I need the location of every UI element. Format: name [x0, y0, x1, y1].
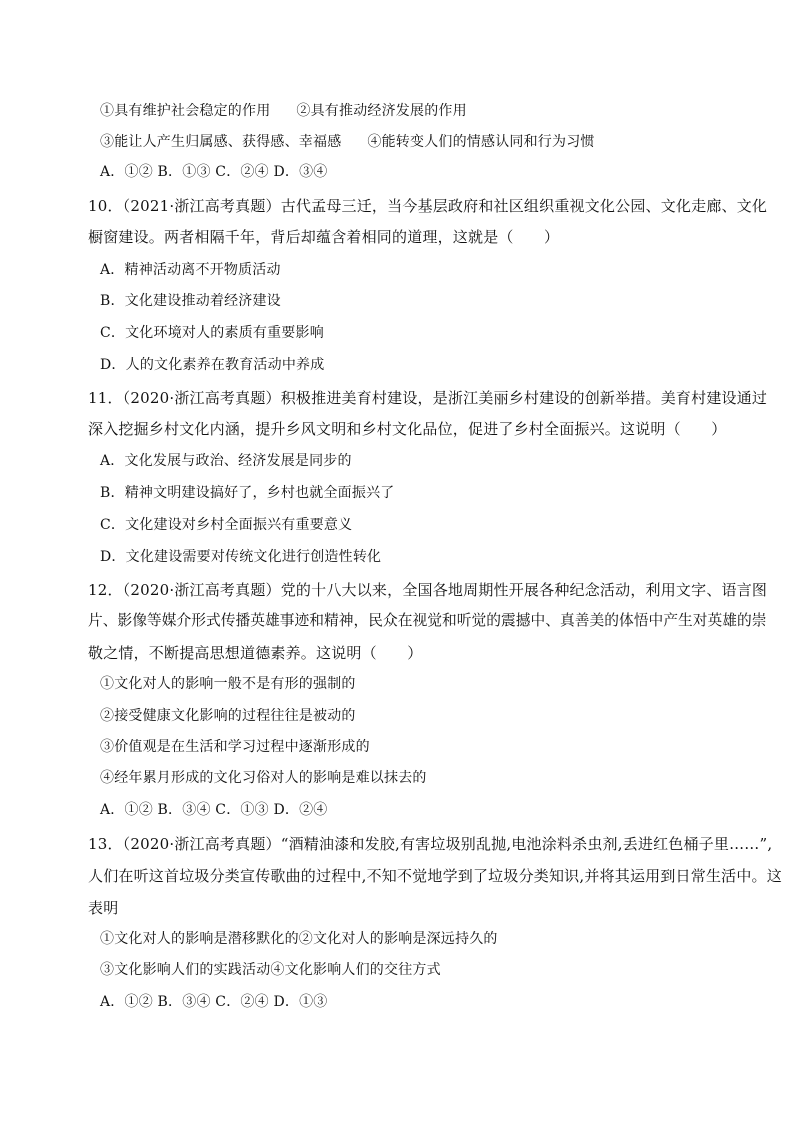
- q11-option-b: B．精神文明建设搞好了，乡村也就全面振兴了: [100, 485, 395, 501]
- q9-options-row-2: [100, 132, 595, 152]
- q13-answer-choices: A．①② B．③④ C．②④ D．①③: [100, 994, 328, 1010]
- q9-option-4: ④能转变人们的情感认同和行为习惯: [367, 134, 595, 150]
- q9-option-2: ②具有推动经济发展的作用: [296, 103, 467, 119]
- q10-option-c: C．文化环境对人的素质有重要影响: [100, 325, 324, 341]
- q10-option-a: A．精神活动离不开物质活动: [100, 262, 281, 278]
- q12-item-2: ②接受健康文化影响的过程往往是被动的: [100, 708, 356, 724]
- q13-items-row-1: ①文化对人的影响是潜移默化的②文化对人的影响是深远持久的: [100, 931, 498, 947]
- q12-stem-line-2: 片、影像等媒介形式传播英雄事迹和精神，民众在视觉和听觉的震撼中、真善美的体悟中产生对英雄的崇: [88, 612, 767, 629]
- q12-item-4: ④经年累月形成的文化习俗对人的影响是难以抹去的: [100, 770, 427, 786]
- q12-item-1: ①文化对人的影响一般不是有形的强制的: [100, 676, 356, 692]
- q12-item-3: ③价值观是在生活和学习过程中逐渐形成的: [100, 739, 370, 755]
- q9-option-1: ①具有维护社会稳定的作用: [100, 103, 271, 119]
- q13-stem-line-3: 表明: [88, 899, 119, 917]
- q10-option-d: D．人的文化素养在教育活动中养成: [100, 357, 325, 373]
- q13-items-row-2: ③文化影响人们的实践活动④文化影响人们的交往方式: [100, 962, 441, 978]
- q11-option-d: D．文化建设需要对传统文化进行创造性转化: [100, 549, 382, 565]
- q11-stem-line-1: 11．（2020·浙江高考真题）积极推进美育村建设，是浙江美丽乡村建设的创新举措。美育村建设通过: [88, 389, 768, 407]
- q12-stem-line-3: 敬之情，不断提高思想道德素养。这说明（ ）: [88, 644, 423, 662]
- q11-option-a: A．文化发展与政治、经济发展是同步的: [100, 453, 352, 469]
- q12-answer-choices: A．①② B．③④ C．①③ D．②④: [100, 802, 328, 818]
- q9-options-row-1: [100, 101, 467, 121]
- q10-stem-line-2: 橱窗建设。两者相隔千年，背后却蕴含着相同的道理，这就是（ ）: [88, 228, 560, 246]
- q10-option-b: B．文化建设推动着经济建设: [100, 293, 281, 309]
- q10-stem-line-1: 10．（2021·浙江高考真题）古代孟母三迁，当今基层政府和社区组织重视文化公园、文化走廊、文化: [88, 197, 768, 215]
- q12-stem-line-1: 12．（2020·浙江高考真题）党的十八大以来，全国各地周期性开展各种纪念活动，利用文字、语言图: [88, 581, 768, 599]
- q9-option-3: ③能让人产生归属感、获得感、幸福感: [100, 134, 342, 150]
- q9-answer-choices: A．①② B．①③ C．②④ D．③④: [100, 164, 328, 180]
- q11-option-c: C．文化建设对乡村全面振兴有重要意义: [100, 517, 353, 533]
- q11-stem-line-2: 深入挖掘乡村文化内涵，提升乡风文明和乡村文化品位，促进了乡村全面振兴。这说明（ ）: [88, 420, 727, 438]
- q13-stem-line-1: 13．（2020·浙江高考真题）“酒精油漆和发胶,有害垃圾别乱抛,电池涂料杀虫剂,丢进红色桶子里……”,: [88, 835, 773, 853]
- q13-stem-line-2: 人们在听这首垃圾分类宣传歌曲的过程中,不知不觉地学到了垃圾分类知识,并将其运用到日常生活中。这: [88, 867, 782, 885]
